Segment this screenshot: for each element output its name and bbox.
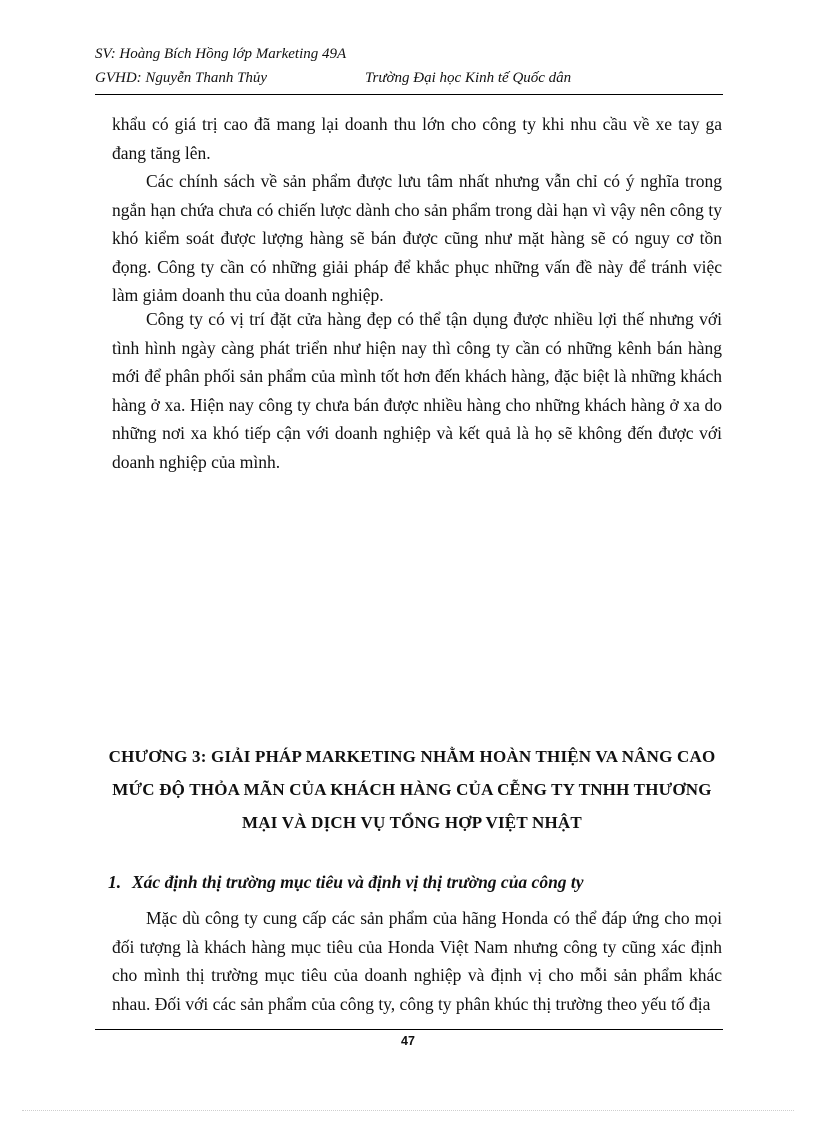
section-paragraph-1: Mặc dù công ty cung cấp các sản phẩm của hãng Honda có thể đáp ứng cho mọi đối tượng là khách hàng mục tiêu của Honda Việt Nam nhưng công ty cũng xác định cho mình thị trường mục tiêu của doanh nghiệp và định vị cho mỗi sản phẩm khác nhau. Đối với các sản phẩm của công ty, công ty phân khúc thị trường theo yếu tố địa (112, 908, 722, 1014)
chapter-title-line-1: CHƯƠNG 3: GIẢI PHÁP MARKETING NHẰM HOÀN THIỆN VA NÂNG CAO (108, 747, 716, 766)
header-advisor-line: GVHD: Nguyễn Thanh Thủy (95, 70, 268, 86)
chapter-title-line-2: MỨC ĐỘ THỎA MÃN CỦA KHÁCH HÀNG CỦA CỄNG TY TNHH THƯƠNG (112, 780, 712, 799)
body-paragraph-1: khẩu có giá trị cao đã mang lại doanh thu lớn cho công ty khi nhu cầu về xe tay ga đang tăng lên. (112, 114, 722, 163)
body-paragraph-3: Công ty có vị trí đặt cửa hàng đẹp có thể tận dụng được nhiều lợi thế nhưng với tình hình ngày càng phát triển như hiện nay thì công ty cần có những kênh bán hàng mới để phân phối sản phẩm của mình tốt hơn đến khách hàng, đặc biệt là những khách hàng ở xa. Hiện nay công ty chưa bán được nhiều hàng cho những khách hàng ở xa do những nơi xa khó tiếp cận với doanh nghiệp và kết quả là họ sẽ không đến được với doanh nghiệp của mình. (112, 309, 722, 472)
chapter-title (102, 740, 722, 839)
body-paragraph-2: Các chính sách về sản phẩm được lưu tâm nhất nhưng vẫn chỉ có ý nghĩa trong ngắn hạn chứa chưa có chiến lược dành cho sản phẩm trong dài hạn vì vậy nên công ty khó kiểm soát được lượng hàng sẽ bán được cũng như mặt hàng sẽ có nguy cơ tồn đọng. Công ty cần có những giải pháp để khắc phục những vấn đề này để tránh việc làm giảm doanh thu của doanh nghiệp. (112, 171, 722, 305)
header-student-line: SV: Hoàng Bích Hồng lớp Marketing 49A (95, 46, 347, 62)
footer-divider (95, 1029, 723, 1030)
section-heading (108, 872, 722, 893)
page-number: 47 (401, 1034, 415, 1048)
page-header (95, 46, 723, 95)
chapter-title-line-3: MẠI VÀ DỊCH VỤ TỔNG HỢP VIỆT NHẬT (242, 813, 582, 832)
section-title: Xác định thị trường mục tiêu và định vị thị trường của công ty (132, 872, 584, 892)
section-number: 1. (108, 872, 122, 892)
page-bottom-border (22, 1110, 794, 1111)
header-university: Trường Đại học Kinh tế Quốc dân (365, 70, 572, 86)
